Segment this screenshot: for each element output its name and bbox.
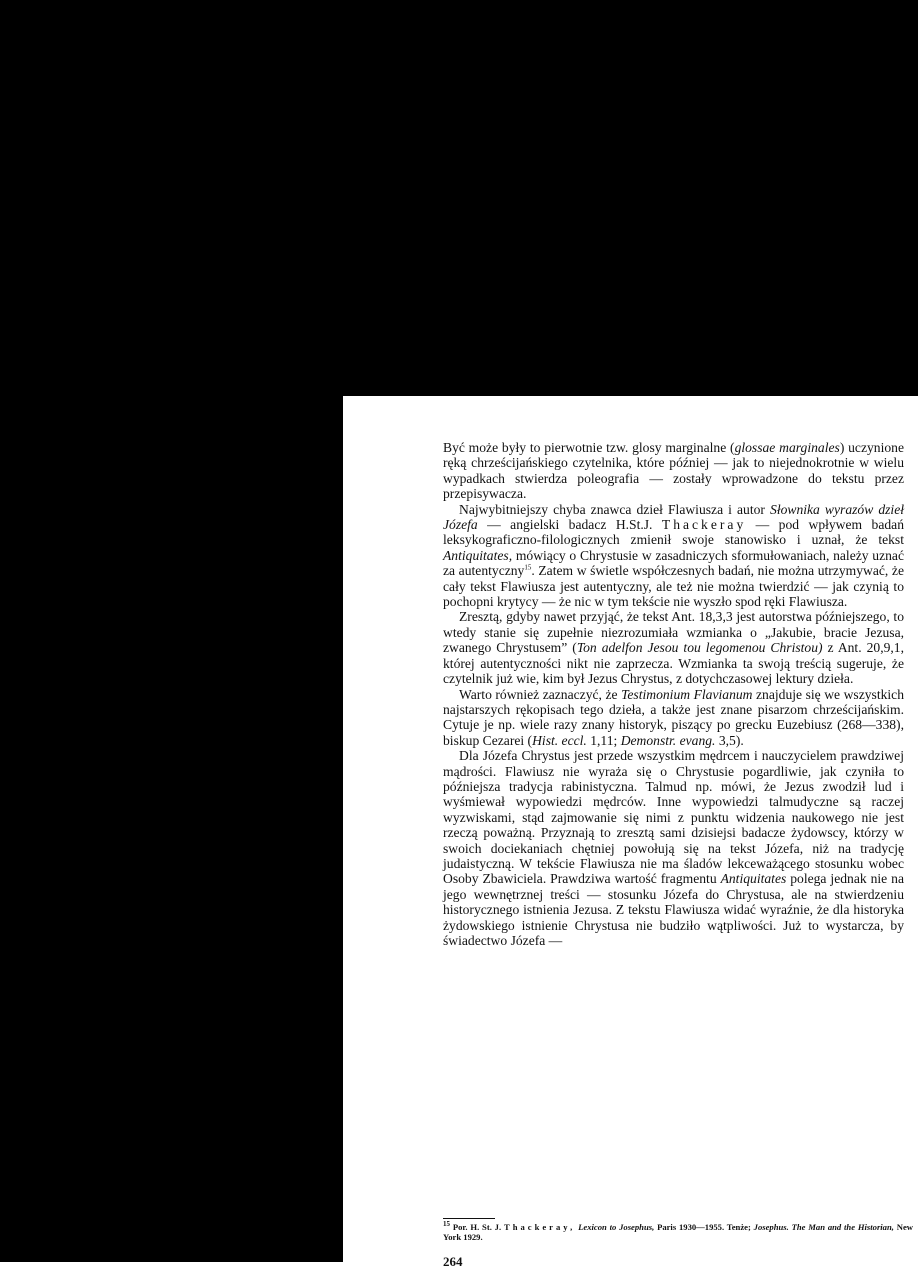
paragraph bbox=[443, 440, 904, 502]
paragraph bbox=[443, 609, 904, 686]
italic-text: Hist. eccl. bbox=[532, 732, 587, 748]
text-run: Dla Józefa Chrystus jest przede wszystkim mędrcem i nauczycielem prawdziwej mądrości. Flawiusz nie wyraża się o Chrystusie pogardliwie, jak czyniła to późniejsza tradycja rabinistyczna. Talmud np. mówi, że Jezus zwodził lud i wyśmiewał wypowiedzi mędrców. Inne wypowiedzi talmudyczne są raczej wyzwiskami, stąd zajmowanie się nimi z punktu widzenia naukowego nie jest rzeczą poważną. Przyznają to zresztą sami dzisiejsi badacze żydowscy, którzy w swoich dociekaniach chętniej powołują się na tekst Józefa, niż na tradycję judaistyczną. W tekście Flawiusza nie ma śladów lekceważącego stosunku wobec Osoby Zbawiciela. Prawdziwa wartość fragmentu bbox=[443, 748, 904, 887]
text-run: polega jednak nie na jego wewnętrznej treści — stosunku Józefa do Chrystusa, ale na stwierdzeniu historycznego istnienia Jezusa. Z tekstu Flawiusza widać wyraźnie, że dla historyka żydowskiego istnienie Chrystusa nie budziło wątpliwości. Już to wystarcza, by świadectwo Józefa — bbox=[443, 871, 904, 948]
italic-text: Ton adelfon Jesou tou legomenou Christou) bbox=[576, 640, 823, 656]
paragraph bbox=[443, 687, 904, 749]
text-run: Por. H. St. J. bbox=[450, 1222, 504, 1232]
scan-dark-background-left bbox=[0, 0, 345, 1262]
page-number: 264 bbox=[443, 1254, 463, 1269]
text-run: . Zatem w świetle współczesnych badań, nie można utrzymywać, że cały tekst Flawiusza jest autentyczny, ale też nie można twierdzić — jak czynią to pochopni krytycy — że nic w tym tekście nie wyszło spod ręki Flawiusza. bbox=[443, 563, 904, 610]
text-run: mówiący o Chrystusie w zasadniczych sformułowaniach, należy uznać za autentyczny bbox=[443, 547, 904, 579]
footnote-marker: 15 bbox=[524, 563, 532, 572]
spaced-name: Thackeray bbox=[661, 517, 747, 533]
italic-text: Demonstr. evang. bbox=[620, 732, 716, 748]
book-page bbox=[343, 396, 918, 1269]
text-run: — pod wpływem badań leksykograficzno-filologicznych zmienił swoje stanowisko i uznał, że tekst bbox=[443, 517, 904, 548]
italic-text: Lexicon to Josephus, bbox=[578, 1222, 655, 1232]
text-run: ) uczynione ręką chrześcijańskiego czytelnika, które później — jak to niejednokrotnie w wielu wypadkach stwierdza poleografia — zostały wprowadzone do tekstu przez przepisywacza. bbox=[443, 440, 904, 502]
text-run: z Ant. 20,9,1, której autentyczności nikt nie zaprzecza. Wzmianka ta swoją treścią sugeruje, że czytelnik już wie, kim był Jezus Chrystus, z dotychczasowej lektury dzieła. bbox=[443, 640, 904, 687]
text-run: 1,11; bbox=[586, 732, 621, 748]
text-run: — angielski badacz H.St.J. bbox=[477, 517, 662, 533]
italic-text: Słownika wyrazów dzieł Józefa bbox=[443, 501, 905, 533]
text-run: znajduje się we wszystkich najstarszych rękopisach tego dzieła, a także jest znane pisarzom chrześcijańskim. Cytuje je np. wiele razy znany historyk, piszący po grecku Euzebiusz (268—338), biskup Cezarei ( bbox=[443, 686, 904, 748]
italic-text: glossae marginales bbox=[734, 440, 840, 455]
text-run: New York 1929. bbox=[443, 1222, 913, 1242]
footnote-marker: 15 bbox=[443, 1220, 450, 1229]
italic-text: Antiquitates bbox=[720, 871, 787, 887]
text-run: Zresztą, gdyby nawet przyjąć, że tekst Ant. 18,3,3 jest autorstwa późniejszego, to wtedy stanie się zupełnie niezrozumiała wzmianka o „Jakubie, bracie Jezusa, zwanego Chrystusem” ( bbox=[443, 609, 904, 656]
text-run: Najwybitniejszy chyba znawca dzieł Flawiusza i autor bbox=[459, 501, 771, 517]
text-run: 3,5). bbox=[715, 732, 744, 748]
body-text bbox=[443, 440, 904, 948]
text-run: Paris 1930—1955. Tenże; bbox=[654, 1222, 754, 1232]
italic-text: Josephus. The Man and the Historian, bbox=[753, 1222, 894, 1232]
spaced-name: Thackeray, bbox=[503, 1222, 576, 1232]
paragraph bbox=[443, 748, 904, 948]
footnote-rule bbox=[443, 1218, 495, 1219]
italic-text: Testimonium Flavianum bbox=[621, 686, 753, 702]
paragraph bbox=[443, 502, 904, 610]
footnote bbox=[443, 1222, 913, 1242]
text-run: Być może były to pierwotnie tzw. glosy marginalne ( bbox=[443, 440, 735, 455]
italic-text: Antiquitates, bbox=[443, 547, 513, 563]
text-run: Warto również zaznaczyć, że bbox=[459, 686, 622, 702]
